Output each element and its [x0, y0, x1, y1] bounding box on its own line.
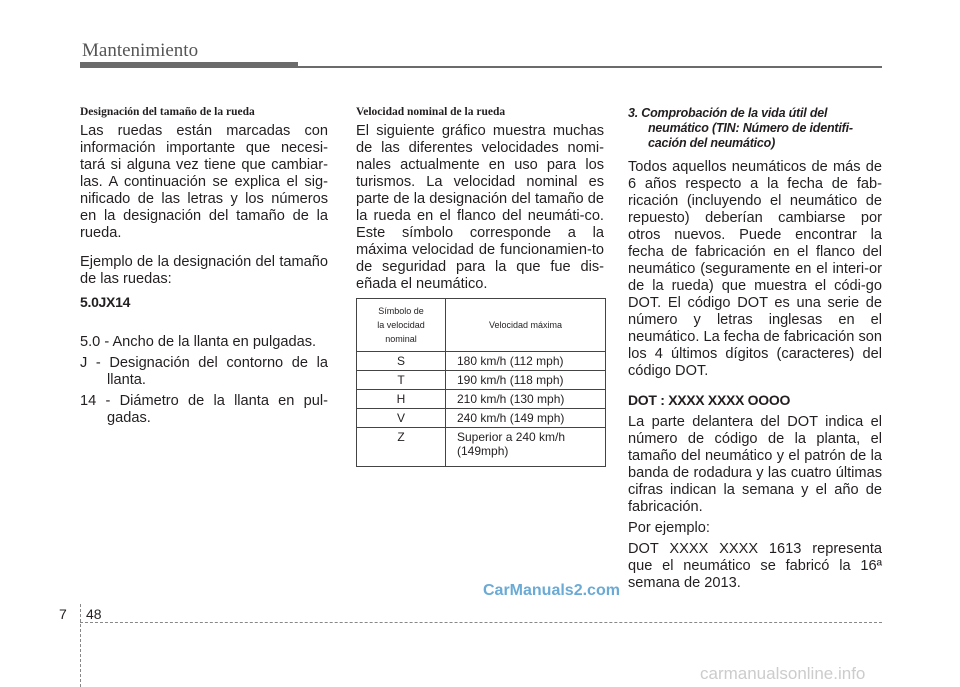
speed-symbol-cell: Z [357, 428, 446, 467]
speed-rating-subheading: Velocidad nominal de la rueda [356, 106, 506, 118]
speed-column-header: Velocidad máxima [446, 299, 606, 352]
max-speed-cell: 190 km/h (118 mph) [446, 371, 606, 390]
speed-symbol-cell: H [357, 390, 446, 409]
carmanuals-watermark: CarManuals2.com [483, 582, 620, 599]
wheel-size-item-contour: J - Designación del contorno de la llanta. [80, 355, 328, 388]
column-speed-rating [356, 106, 604, 305]
tin-intro: Todos aquellos neumáticos de más de 6 años respecto a la fecha de fab-ricación (incluyendo el neumático de repuesto) deberían cambiarse por otros nuevos. Puede encontrar la fecha de fabricación en el flanco del neumático (seguramente en el interi-or de la rueda) que muestra el códi-go DOT. El código DOT es una serie de número y letras inglesas en el neumático. La fecha de fabricación son los 4 últimos dígitos (caracteres) del código DOT. [628, 159, 882, 379]
speed-rating-text: El siguiente gráfico muestra muchas de las diferentes velocidades nomi-nales actualmente en uso para los turismos. La velocidad nominal es parte de la designación del tamaño de la rueda en el flanco del neumáti-co. Este símbolo corresponde a la máxima velocidad de funcionamien-to de seguridad para la que fue dis-eñada el neumático. [356, 123, 604, 292]
speed-symbol-cell: S [357, 352, 446, 371]
table-row [357, 352, 606, 371]
symbol-header-line-2: la velocidad [377, 320, 425, 330]
tin-section-heading: 3. Comprobación de la vida útil del neumático (TIN: Número de identifi-cación del neumático) [628, 106, 853, 150]
symbol-column-header [357, 299, 446, 352]
dot-example: DOT XXXX XXXX 1613 representa que el neumático se fabricó la 16ª semana de 2013. [628, 541, 882, 591]
chapter-number: 7 [59, 606, 67, 622]
table-header-row [357, 299, 606, 352]
table-row [357, 390, 606, 409]
header-rule [80, 66, 882, 68]
max-speed-cell: 210 km/h (130 mph) [446, 390, 606, 409]
table-row [357, 428, 606, 467]
wheel-size-example-intro: Ejemplo de la designación del tamaño de las ruedas: [80, 254, 328, 287]
wheel-size-code: 5.0JX14 [80, 294, 131, 310]
footer-vertical-rule [80, 604, 81, 687]
symbol-header-line-1: Símbolo de [378, 306, 424, 316]
speed-symbol-cell: V [357, 409, 446, 428]
table-row [357, 409, 606, 428]
column-tin [628, 106, 882, 604]
wheel-size-intro: Las ruedas están marcadas con información importante que necesi-tará si alguna vez tiene que cambiar-las. A continuación se explica el sig-nificado de las letras y los números en la designación del tamaño de la rueda. [80, 123, 328, 241]
speed-symbol-cell: T [357, 371, 446, 390]
wheel-size-item-diameter: 14 - Diámetro de la llanta en pul-gadas. [80, 393, 328, 426]
dot-explanation: La parte delantera del DOT indica el número de código de la planta, el tamaño del neumático y el patrón de la banda de rodadura y las cuatro últimas cifras indican la semana y el año de fabricación. [628, 414, 882, 515]
example-label: Por ejemplo: [628, 520, 710, 536]
wheel-size-subheading: Designación del tamaño de la rueda [80, 106, 255, 118]
page-number: 48 [86, 606, 102, 622]
dot-code-format: DOT : XXXX XXXX OOOO [628, 392, 791, 408]
max-speed-cell: Superior a 240 km/h (149mph) [446, 428, 606, 467]
table-row [357, 371, 606, 390]
max-speed-cell: 240 km/h (149 mph) [446, 409, 606, 428]
speed-rating-table [356, 298, 606, 467]
page-header-title: Mantenimiento [82, 40, 199, 61]
wheel-size-item-width: 5.0 - Ancho de la llanta en pulgadas. [80, 334, 317, 350]
column-wheel-size [80, 106, 328, 431]
footer-rule [80, 622, 882, 624]
max-speed-cell: 180 km/h (112 mph) [446, 352, 606, 371]
site-watermark: carmanualsonline.info [700, 664, 866, 683]
symbol-header-line-3: nominal [385, 334, 417, 344]
